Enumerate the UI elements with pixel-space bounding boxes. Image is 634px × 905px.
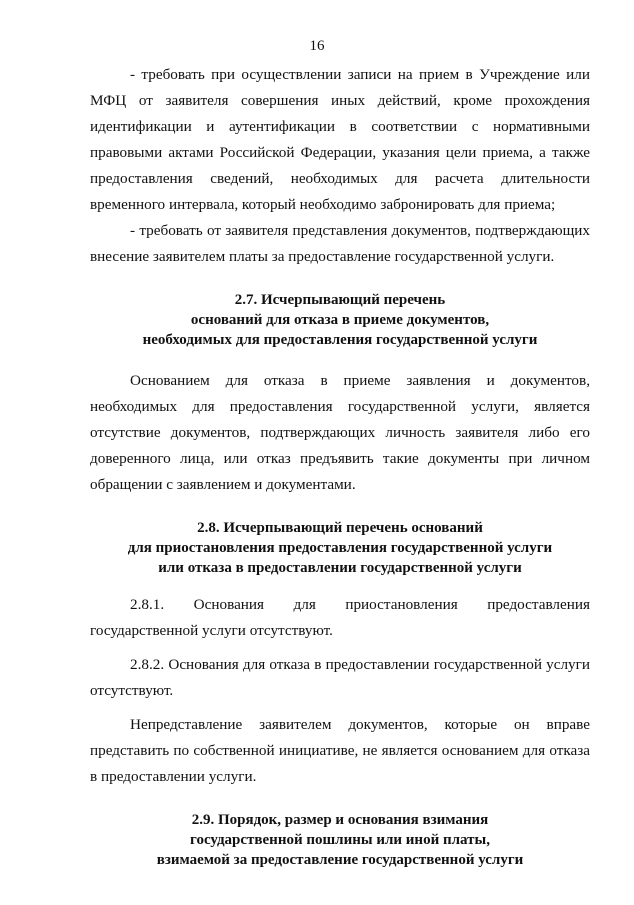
heading-line: 2.9. Порядок, размер и основания взимания (191, 812, 489, 828)
page-number: 16 (309, 38, 325, 54)
paragraph-2-8-1: 2.8.1. Основания для приостановления предоставления государственной услуги отсутствуют. (90, 596, 590, 639)
section-heading-2-7 (90, 290, 590, 350)
section-heading-2-9 (90, 810, 590, 870)
heading-line: или отказа в предоставлении государственной услуги (158, 560, 522, 576)
paragraph-requirement-payment: - требовать от заявителя представления документов, подтверждающих внесение заявителем платы за предоставление государственной услуги. (90, 222, 590, 265)
heading-line: необходимых для предоставления государственной услуги (142, 332, 538, 348)
heading-line: взимаемой за предоставление государственной услуги (156, 852, 524, 868)
heading-line: оснований для отказа в приеме документов, (190, 312, 490, 328)
heading-line: 2.7. Исчерпывающий перечень (234, 292, 446, 308)
heading-line: государственной пошлины или иной платы, (190, 832, 490, 848)
section-heading-2-8 (90, 518, 590, 578)
paragraph-2-8-2: 2.8.2. Основания для отказа в предоставлении государственной услуги отсутствуют. (90, 656, 590, 699)
heading-line: для приостановления предоставления государственной услуги (127, 540, 553, 556)
paragraph-refusal-grounds: Основанием для отказа в приеме заявления и документов, необходимых для предоставления государственной услуги, является отсутствие документов, подтверждающих личность заявителя либо его доверенного лица, или отказ предъявить такие документы при личном обращении с заявлением и документами. (90, 372, 590, 493)
paragraph-non-submission: Непредставление заявителем документов, которые он вправе представить по собственной инициативе, не является основанием для отказа в предоставлении услуги. (90, 716, 590, 785)
heading-line: 2.8. Исчерпывающий перечень оснований (197, 520, 483, 536)
document-body (90, 62, 590, 870)
paragraph-requirement-registration: - требовать при осуществлении записи на прием в Учреждение или МФЦ от заявителя совершения иных действий, кроме прохождения идентификации и аутентификации в соответствии с нормативными правовыми актами Российской Федерации, указания цели приема, а также предоставления сведений, необходимых для расчета длительности временного интервала, который необходимо забронировать для приема; (90, 66, 590, 213)
